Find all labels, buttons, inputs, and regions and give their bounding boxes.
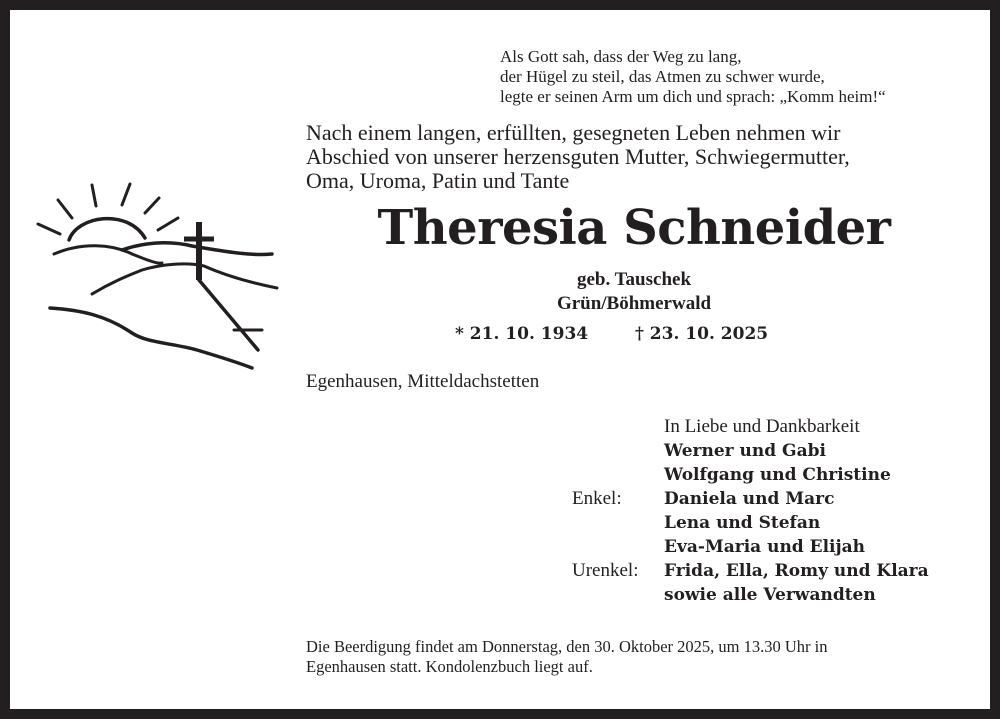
funeral-info bbox=[306, 637, 827, 677]
mourner-names: Werner und Gabi bbox=[664, 441, 826, 461]
mourner-label bbox=[550, 583, 664, 607]
mourners-heading-row bbox=[550, 415, 929, 439]
residence: Egenhausen, Mitteldachstetten bbox=[306, 371, 540, 392]
mourner-label bbox=[550, 463, 664, 487]
maiden-name: geb. Tauschek bbox=[576, 269, 692, 290]
birth-date: * 21. 10. 1934 bbox=[455, 324, 589, 344]
intro-line: Abschied von unserer herzensguten Mutter, Schwiegermutter, bbox=[306, 144, 850, 169]
mourner-row bbox=[550, 487, 929, 511]
mourner-row bbox=[550, 535, 929, 559]
funeral-line: Egenhausen statt. Kondolenzbuch liegt auf. bbox=[306, 657, 593, 676]
intro-text bbox=[306, 121, 850, 193]
poem-line: legte er seinen Arm um dich und sprach: „Komm heim!“ bbox=[500, 87, 886, 106]
mourner-names: Wolfgang und Christine bbox=[664, 465, 891, 485]
mourner-row bbox=[550, 511, 929, 535]
mourner-row bbox=[550, 583, 929, 607]
poem-line: Als Gott sah, dass der Weg zu lang, bbox=[500, 47, 742, 66]
mourner-label bbox=[550, 511, 664, 535]
mourner-names: Eva-Maria und Elijah bbox=[664, 537, 866, 557]
mourner-names: Frida, Ella, Romy und Klara bbox=[664, 561, 929, 581]
mourner-label: Urenkel: bbox=[572, 560, 639, 581]
funeral-line: Die Beerdigung findet am Donnerstag, den 30. Oktober 2025, um 13.30 Uhr in bbox=[306, 637, 828, 656]
mourners-heading: In Liebe und Dankbarkeit bbox=[664, 416, 860, 437]
mourner-label bbox=[550, 439, 664, 463]
mourner-row bbox=[550, 439, 929, 463]
intro-line: Oma, Uroma, Patin und Tante bbox=[306, 168, 570, 193]
mourners-list bbox=[550, 415, 929, 607]
poem-line: der Hügel zu steil, das Atmen zu schwer wurde, bbox=[500, 67, 825, 86]
intro-line: Nach einem langen, erfüllten, gesegneten Leben nehmen wir bbox=[306, 120, 841, 145]
mourner-row bbox=[550, 463, 929, 487]
death-date: † 23. 10. 2025 bbox=[635, 324, 769, 344]
mourner-names: sowie alle Verwandten bbox=[664, 585, 876, 605]
mourner-names: Daniela und Marc bbox=[664, 489, 835, 509]
obituary-notice bbox=[10, 10, 990, 709]
poem bbox=[500, 47, 886, 107]
origin: Grün/Böhmerwald bbox=[556, 293, 712, 314]
mourner-names: Lena und Stefan bbox=[664, 513, 821, 533]
deceased-name: Theresia Schneider bbox=[377, 200, 891, 256]
mourner-label: Enkel: bbox=[572, 488, 622, 509]
mourner-row bbox=[550, 559, 929, 583]
mourner-label bbox=[550, 535, 664, 559]
